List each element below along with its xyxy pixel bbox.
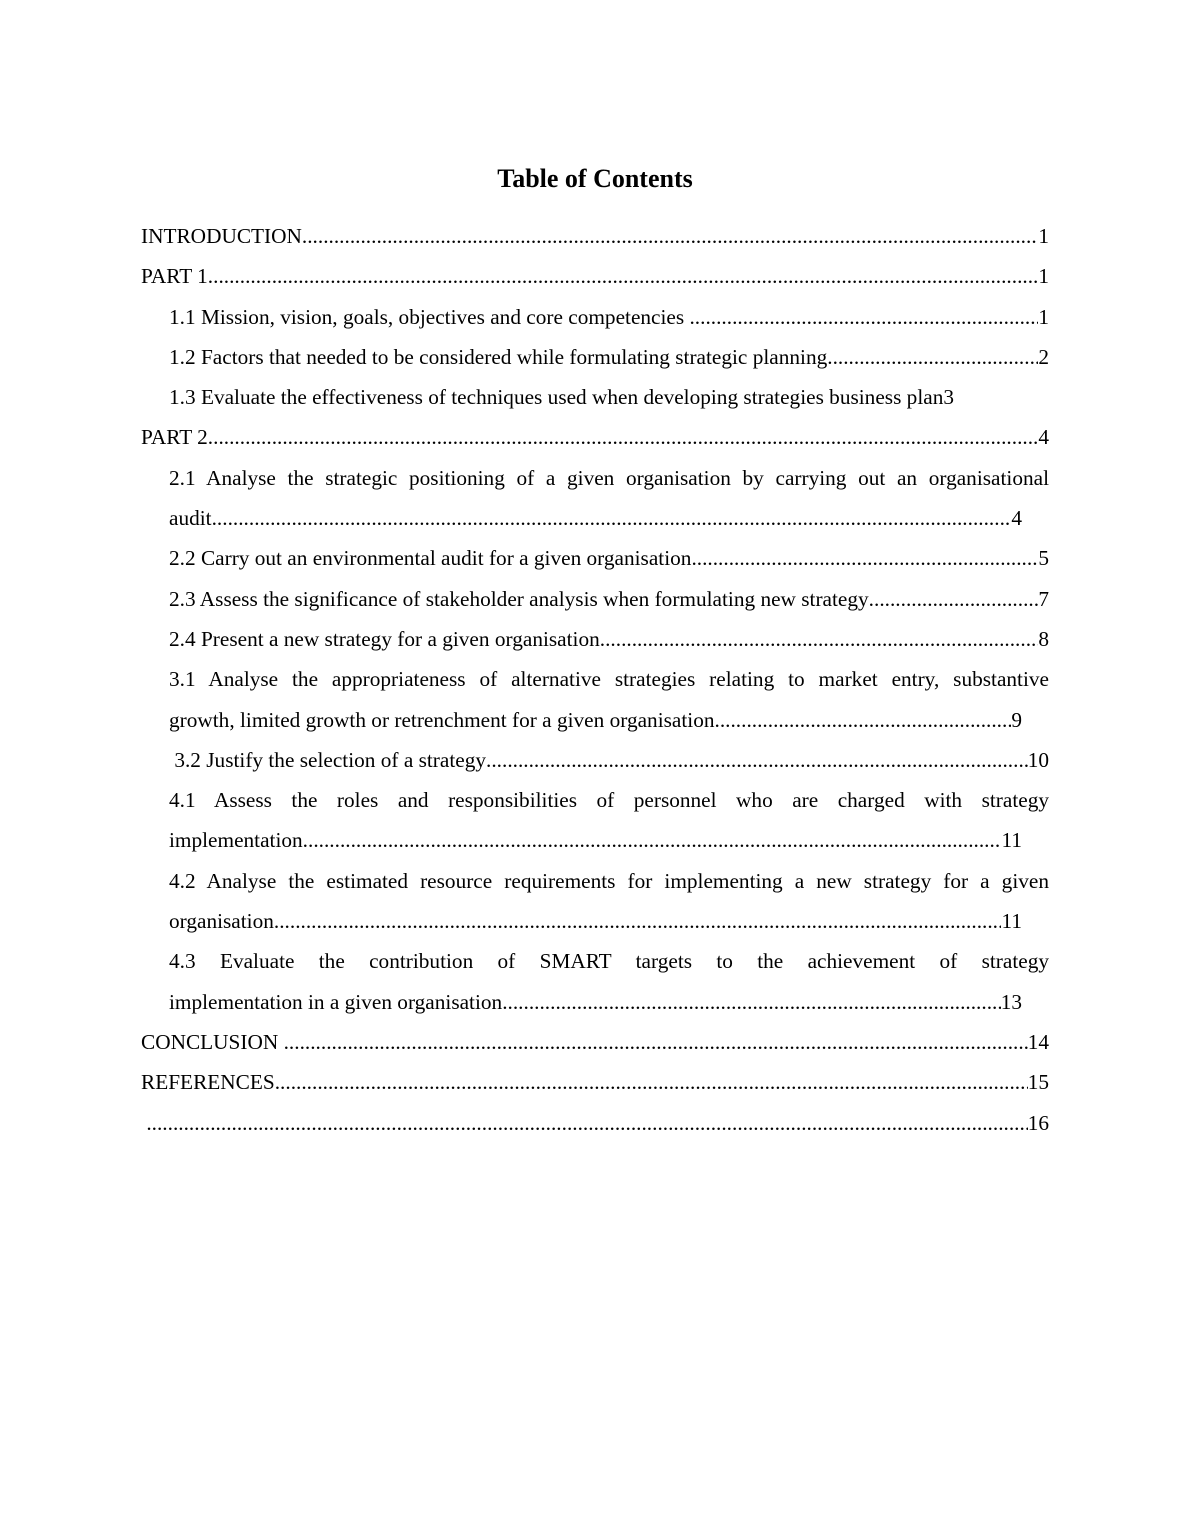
toc-list	[141, 216, 1049, 1143]
toc-entry-page: 15	[1027, 1070, 1049, 1095]
toc-entry-text-line2: growth, limited growth or retrenchment for a given organisation	[169, 707, 715, 732]
leader-dots	[208, 256, 1039, 296]
toc-entry-2-4[interactable]	[141, 619, 1049, 659]
leader-dots	[284, 1022, 1028, 1062]
toc-entry-page: 9	[1011, 707, 1022, 732]
leader-dots	[486, 740, 1028, 780]
toc-entry-page: 2	[1038, 344, 1049, 369]
toc-entry-part-2[interactable]	[141, 417, 1049, 457]
leader-dots	[502, 982, 1001, 1022]
leader-dots	[208, 417, 1039, 457]
toc-entry-text: 2.4 Present a new strategy for a given organisation	[169, 626, 600, 651]
toc-entry-page: 11	[1001, 828, 1022, 853]
toc-entry-page: 13	[1000, 989, 1022, 1014]
leader-dots	[827, 337, 1038, 377]
toc-entry-1-2[interactable]	[141, 337, 1049, 377]
toc-entry-page: 10	[1027, 747, 1049, 772]
toc-entry-text-line2: audit	[169, 506, 212, 531]
toc-entry-text: CONCLUSION	[141, 1029, 284, 1054]
toc-entry-text-line2: implementation	[169, 828, 303, 853]
toc-entry-3-2[interactable]	[141, 740, 1049, 780]
toc-entry-2-1[interactable]	[141, 458, 1049, 539]
toc-entry-text-line1: 4.3 Evaluate the contribution of SMART targets to the achievement of strategy	[169, 949, 1049, 974]
toc-entry-text: 1.1 Mission, vision, goals, objectives and core competencies	[169, 304, 690, 329]
toc-entry-1-1[interactable]	[141, 297, 1049, 337]
toc-entry-untitled[interactable]	[141, 1103, 1049, 1143]
toc-entry-references[interactable]	[141, 1062, 1049, 1102]
leader-dots	[869, 579, 1039, 619]
toc-entry-page: 8	[1038, 626, 1049, 651]
leader-dots	[303, 820, 1002, 860]
toc-entry-page: 7	[1038, 586, 1049, 611]
toc-entry-1-3[interactable]	[141, 377, 1049, 417]
toc-entry-text: 1.2 Factors that needed to be considered while formulating strategic planning	[169, 344, 828, 369]
toc-entry-page: 1	[1038, 224, 1049, 248]
toc-entry-page: 11	[1001, 909, 1022, 934]
toc-entry-4-2[interactable]	[141, 861, 1049, 942]
toc-entry-part-1[interactable]	[141, 256, 1049, 296]
leader-dots	[691, 538, 1038, 578]
toc-entry-page: 4	[1011, 506, 1022, 531]
toc-entry-conclusion[interactable]	[141, 1022, 1049, 1062]
toc-entry-introduction[interactable]	[141, 216, 1049, 256]
toc-entry-text: PART 1	[141, 264, 208, 289]
leader-dots	[600, 619, 1039, 659]
leader-dots	[689, 297, 1038, 337]
toc-entry-text: 2.2 Carry out an environmental audit for a given organisation	[169, 546, 692, 571]
toc-entry-text-line1: 3.1 Analyse the appropriateness of alternative strategies relating to market entry, substantive	[169, 667, 1049, 692]
leader-dots	[715, 700, 1012, 740]
toc-entry-2-2[interactable]	[141, 538, 1049, 578]
toc-entry-text: 2.3 Assess the significance of stakeholder analysis when formulating new strategy	[169, 586, 869, 611]
leader-dots	[275, 1062, 1028, 1102]
toc-entry-text: INTRODUCTION	[141, 224, 302, 248]
toc-entry-text-line1: 4.2 Analyse the estimated resource requirements for implementing a new strategy for a given	[169, 868, 1049, 893]
toc-entry-page: 16	[1027, 1110, 1049, 1135]
toc-entry-text-line2: implementation in a given organisation	[169, 989, 503, 1014]
toc-entry-page: 4	[1038, 425, 1049, 450]
toc-entry-4-3[interactable]	[141, 941, 1049, 1022]
toc-entry-text: REFERENCES	[141, 1070, 275, 1095]
toc-entry-text-line2: organisation	[169, 909, 274, 934]
toc-title: Table of Contents	[497, 164, 693, 193]
toc-entry-text: 3.2 Justify the selection of a strategy	[169, 747, 487, 772]
toc-entry-page: 5	[1038, 546, 1049, 571]
toc-entry-page: 1	[1038, 264, 1049, 289]
leader-dots	[212, 498, 1012, 538]
toc-entry-page: 3	[943, 385, 955, 410]
leader-dots	[302, 216, 1038, 256]
toc-entry-3-1[interactable]	[141, 659, 1049, 740]
toc-entry-text: PART 2	[141, 425, 208, 450]
toc-entry-text-line1: 4.1 Assess the roles and responsibilities of personnel who are charged with strategy	[169, 788, 1049, 813]
toc-entry-page: 1	[1038, 304, 1049, 329]
toc-entry-2-3[interactable]	[141, 579, 1049, 619]
toc-entry-text-line1: 2.1 Analyse the strategic positioning of a given organisation by carrying out an organisational	[169, 465, 1049, 490]
toc-entry-4-1[interactable]	[141, 780, 1049, 861]
toc-entry-text: 1.3 Evaluate the effectiveness of techniques used when developing strategies business plan	[169, 385, 944, 410]
leader-dots	[146, 1103, 1027, 1143]
toc-entry-page: 14	[1027, 1029, 1049, 1054]
leader-dots	[274, 901, 1002, 941]
